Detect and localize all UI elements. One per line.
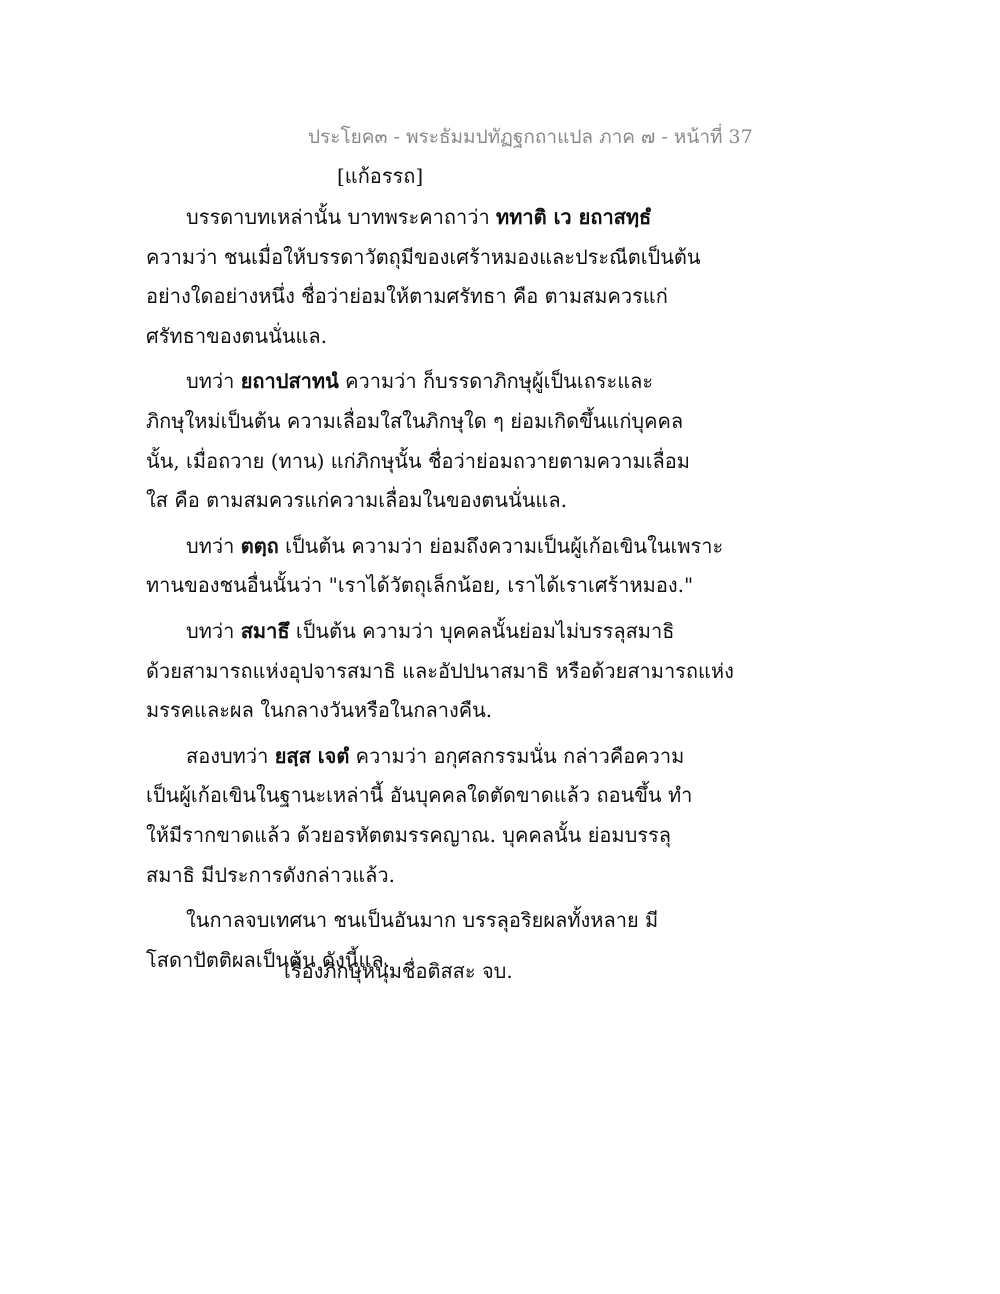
paragraph bbox=[146, 362, 706, 520]
running-header: ประโยค๓ - พระธัมมปทัฏฐกถาแปล ภาค ๗ - หน้าที่ 37 bbox=[308, 126, 753, 148]
body-text bbox=[146, 198, 734, 986]
pali-term: สมาธึ bbox=[240, 618, 290, 643]
text-line: เป็นผู้เก้อเขินในฐานะเหล่านี้ อันบุคคลใดตัดขาดแล้ว ถอนขึ้น ทำ bbox=[146, 783, 693, 808]
pali-term: ททาติ เว ยถาสทฺธํ bbox=[496, 205, 652, 229]
paragraph bbox=[146, 527, 724, 606]
text-line: สมาธิ มีประการดังกล่าวแล้ว. bbox=[146, 862, 395, 887]
paragraph bbox=[146, 198, 706, 356]
text-line: ด้วยสามารถแห่งอุปจารสมาธิ และอัปปนาสมาธิ หรือด้วยสามารถแห่ง bbox=[146, 658, 734, 683]
text-line: โสดาปัตติผลเป็นต้น ดังนี้แล. bbox=[146, 947, 390, 972]
text-line: ภิกษุใหม่เป็นต้น ความเลื่อมใสในภิกษุใด ๆ ย่อมเกิดขึ้นแก่บุคคล bbox=[146, 408, 684, 433]
text-line: มรรคและผล ในกลางวันหรือในกลางคืน. bbox=[146, 698, 493, 723]
story-closing: เรื่องภิกษุหนุ่มชื่อติสสะ จบ. bbox=[284, 959, 513, 983]
text-line: ศรัทธาของตนนั่นแล. bbox=[146, 323, 328, 348]
paragraph bbox=[146, 737, 706, 895]
text-line: นั้น, เมื่อถวาย (ทาน) แก่ภิกษุนั้น ชื่อว่าย่อมถวายตามความเลื่อม bbox=[146, 448, 690, 473]
text-line: บรรดาบทเหล่านั้น บาทพระคาถาว่า ททาติ เว ยถาสทฺธํ bbox=[186, 205, 652, 229]
text-line: ในกาลจบเทศนา ชนเป็นอันมาก บรรลุอริยผลทั้งหลาย มี bbox=[186, 908, 659, 933]
text-line: อย่างใดอย่างหนึ่ง ชื่อว่าย่อมให้ตามศรัทธา คือ ตามสมควรแก่ bbox=[146, 284, 668, 309]
text-line: ให้มีรากขาดแล้ว ด้วยอรหัตตมรรคญาณ. บุคคลนั้น ย่อมบรรลุ bbox=[146, 822, 672, 847]
pali-term: ยถาปสาทนํ bbox=[240, 369, 339, 394]
text-line: ทานของชนอื่นนั้นว่า "เราได้วัตถุเล็กน้อย, เราได้เราเศร้าหมอง." bbox=[146, 573, 694, 598]
pali-term: ตตฺถ bbox=[240, 533, 279, 558]
paragraph bbox=[146, 612, 734, 731]
text-line: บทว่า สมาธึ เป็นต้น ความว่า บุคคลนั้นย่อมไม่บรรลุสมาธิ bbox=[186, 618, 675, 643]
text-line: ความว่า ชนเมื่อให้บรรดาวัตถุมีของเศร้าหมองและประณีตเป็นต้น bbox=[146, 244, 701, 269]
text-line: บทว่า ยถาปสาทนํ ความว่า ก็บรรดาภิกษุผู้เป็นเถระและ bbox=[186, 369, 654, 394]
section-heading: [แก้อรรถ] bbox=[337, 164, 424, 188]
text-line: ใส คือ ตามสมควรแก่ความเลื่อมในของตนนั่นแล. bbox=[146, 488, 567, 513]
text-line: บทว่า ตตฺถ เป็นต้น ความว่า ย่อมถึงความเป็นผู้เก้อเขินในเพราะ bbox=[186, 533, 724, 558]
text-line: สองบทว่า ยสฺส เจตํ ความว่า อกุศลกรรมนั่น กล่าวคือความ bbox=[186, 743, 685, 768]
pali-term: ยสฺส เจตํ bbox=[274, 743, 350, 768]
